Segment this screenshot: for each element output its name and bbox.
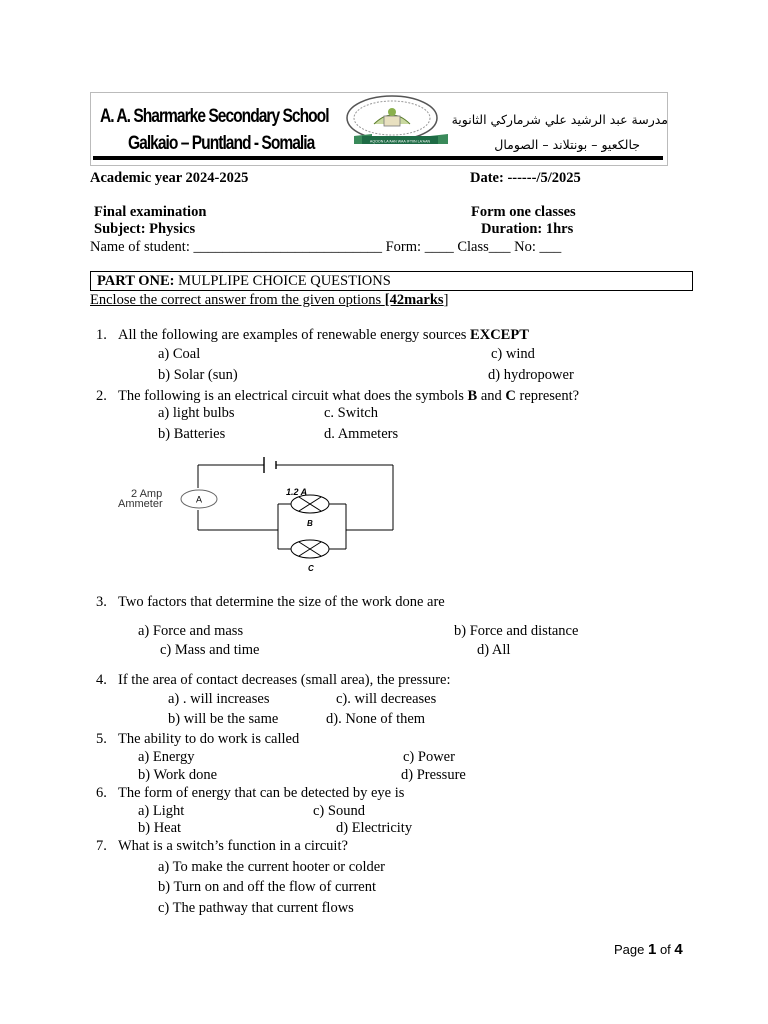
q1-option-d[interactable]: d) hydropower — [488, 367, 574, 383]
q1-stem: All the following are examples of renewable energy sources — [118, 327, 471, 343]
q1-option-b[interactable]: b) Solar (sun) — [158, 367, 238, 383]
q2-symbol-c: C — [505, 388, 516, 404]
part-one-label: PART ONE: — [97, 273, 175, 289]
school-logo — [344, 94, 468, 156]
q3-option-d[interactable]: d) All — [477, 642, 511, 658]
q4-number: 4. — [96, 672, 107, 688]
header-divider — [93, 156, 663, 160]
q3-option-b[interactable]: b) Force and distance — [454, 623, 579, 639]
page-number — [614, 941, 683, 958]
exam-classes: Form one classes — [471, 204, 576, 220]
q2-stem-2: and — [477, 388, 506, 404]
school-name-arabic-line2: جالكعيو – بونتلاند – الصومال — [494, 137, 640, 152]
q1-option-a[interactable]: a) Coal — [158, 346, 201, 362]
q7-option-a[interactable]: a) To make the current hooter or colder — [158, 859, 385, 875]
q1-text — [118, 327, 529, 344]
q2-number: 2. — [96, 388, 107, 404]
q4-text: If the area of contact decreases (small area), the pressure: — [118, 672, 451, 688]
q4-option-b[interactable]: b) will be the same — [168, 711, 279, 727]
q3-number: 3. — [96, 594, 107, 610]
q6-option-d[interactable]: d) Electricity — [336, 820, 413, 836]
q7-text: What is a switch’s function in a circuit? — [118, 838, 348, 854]
ammeter-symbol: A — [196, 494, 203, 505]
q5-option-a[interactable]: a) Energy — [138, 749, 195, 765]
q5-text: The ability to do work is called — [118, 731, 300, 747]
school-name-line1: A. A. Sharmarke Secondary School — [100, 106, 329, 127]
q5-number: 5. — [96, 731, 107, 747]
q2-symbol-b: B — [467, 388, 478, 404]
page-of: of — [656, 942, 675, 957]
q5-option-c[interactable]: c) Power — [403, 749, 455, 765]
part-one-instruction — [90, 292, 448, 309]
q2-text — [118, 388, 579, 405]
q6-text: The form of energy that can be detected by eye is — [118, 785, 405, 801]
page-word: Page — [614, 942, 648, 957]
q6-option-a[interactable]: a) Light — [138, 803, 185, 819]
exam-subject: Subject: Physics — [94, 221, 196, 237]
page-total: 4 — [674, 941, 683, 958]
q1-option-c[interactable]: c) wind — [491, 346, 535, 362]
bulb-c-label: C — [308, 564, 314, 573]
student-info-line: Name of student: __________________________ Form: ____ Class___ No: ___ — [90, 239, 562, 255]
q2-stem-1: The following is an electrical circuit what does the symbols — [118, 388, 468, 404]
instruction-text: Enclose the correct answer from the given options — [90, 292, 385, 308]
q6-option-c[interactable]: c) Sound — [313, 803, 365, 819]
q4-option-d[interactable]: d). None of them — [326, 711, 426, 727]
q2-option-a[interactable]: a) light bulbs — [158, 405, 235, 421]
instruction-marks: [42marks — [384, 292, 444, 308]
exam-date: Date: ------/5/2025 — [470, 170, 581, 186]
ammeter-label-2: Ammeter — [118, 498, 163, 510]
q3-option-c[interactable]: c) Mass and time — [160, 642, 260, 658]
q6-option-b[interactable]: b) Heat — [138, 820, 182, 836]
ammeter-label-1: 2 Amp — [131, 488, 163, 500]
q2-stem-3: represent? — [515, 388, 580, 404]
q1-emphasis: EXCEPT — [470, 327, 529, 343]
bulb-b-label: B — [307, 519, 313, 528]
q3-option-a[interactable]: a) Force and mass — [138, 623, 244, 639]
logo-banner-text: AQOON LA'AAN WAA IFTIIN LA'AAN — [369, 139, 431, 144]
school-name-arabic-line1: مدرسة عبد الرشيد علي شرماركي الثانوية — [451, 112, 668, 127]
q3-text: Two factors that determine the size of the work done are — [118, 594, 445, 610]
q7-option-b[interactable]: b) Turn on and off the flow of current — [158, 879, 377, 895]
q5-option-b[interactable]: b) Work done — [138, 767, 218, 783]
exam-duration: Duration: 1hrs — [481, 221, 574, 237]
part-one-heading — [97, 273, 391, 290]
circuit-diagram — [110, 452, 410, 574]
part-one-title: MULPLIPE CHOICE QUESTIONS — [178, 273, 391, 289]
q7-option-c[interactable]: c) The pathway that current flows — [158, 900, 354, 916]
q6-number: 6. — [96, 785, 107, 801]
q1-number: 1. — [96, 327, 107, 343]
q2-option-d[interactable]: d. Ammeters — [324, 426, 399, 442]
exam-title: Final examination — [94, 204, 207, 220]
academic-year: Academic year 2024-2025 — [90, 170, 249, 186]
q4-option-c[interactable]: c). will decreases — [336, 691, 437, 707]
page-current: 1 — [647, 941, 657, 958]
q7-number: 7. — [96, 838, 107, 854]
current-label: 1.2 A — [286, 487, 308, 497]
q5-option-d[interactable]: d) Pressure — [401, 767, 466, 783]
q2-option-b[interactable]: b) Batteries — [158, 426, 226, 442]
q4-option-a[interactable]: a) . will increases — [168, 691, 270, 707]
instruction-marks-close: ] — [443, 292, 449, 308]
school-name-line2: Galkaio – Puntland - Somalia — [128, 133, 315, 154]
q2-option-c[interactable]: c. Switch — [324, 405, 378, 421]
